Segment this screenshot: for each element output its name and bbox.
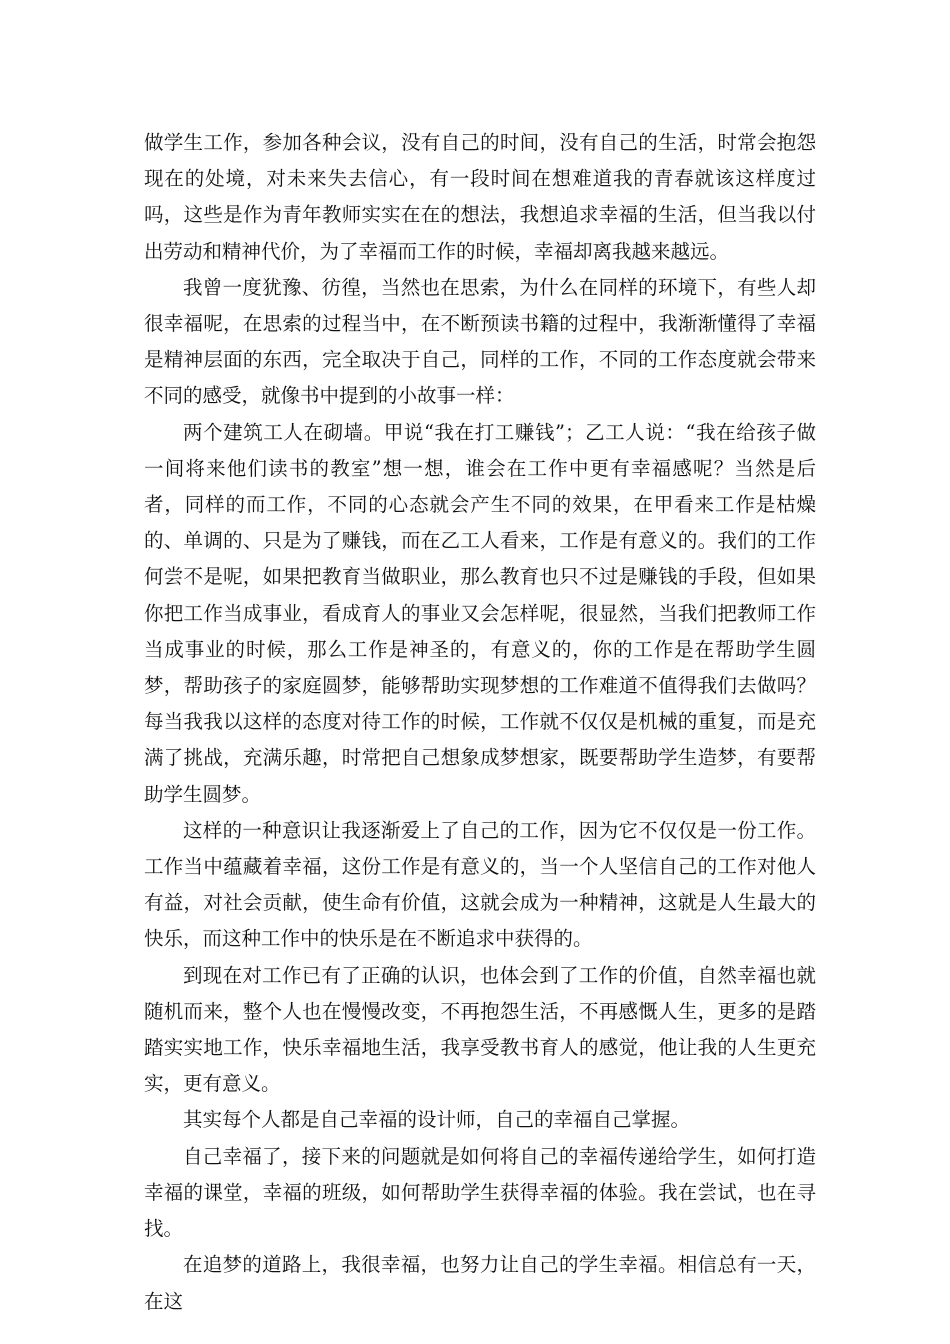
document-body: [144, 125, 816, 1320]
paragraph-6: 其实每个人都是自己幸福的设计师，自己的幸福自己掌握。: [183, 1108, 691, 1132]
paragraph-4: 这样的一种意识让我逐渐爱上了自己的工作，因为它不仅仅是一份工作。工作当中蕴藏着幸福，这份工作是有意义的，当一个人坚信自己的工作对他人有益，对社会贡献，使生命有价值，这就会成为一种精神，这就是人生最大的快乐，而这种工作中的快乐是在不断追求中获得的。: [144, 818, 816, 951]
paragraph-3: 两个建筑工人在砌墙。甲说“我在打工赚钱”；乙工人说：“我在给孩子做一间将来他们读书的教室”想一想，谁会在工作中更有幸福感呢？当然是后者，同样的而工作，不同的心态就会产生不同的效果，在甲看来工作是枯燥的、单调的、只是为了赚钱，而在乙工人看来，工作是有意义的。我们的工作何尝不是呢，如果把教育当做职业，那么教育也只不过是赚钱的手段，但如果你把工作当成事业，看成育人的事业又会怎样呢，很显然，当我们把教师工作当成事业的时候，那么工作是神圣的，有意义的，你的工作是在帮助学生圆梦，帮助孩子的家庭圆梦，能够帮助实现梦想的工作难道不值得我们去做吗？每当我我以这样的态度对待工作的时候，工作就不仅仅是机械的重复，而是充满了挑战，充满乐趣，时常把自己想象成梦想家，既要帮助学生造梦，有要帮助学生圆梦。: [144, 420, 816, 806]
paragraph-2: 我曾一度犹豫、彷徨，当然也在思索，为什么在同样的环境下，有些人却很幸福呢，在思索的过程当中，在不断预读书籍的过程中，我渐渐懂得了幸福是精神层面的东西，完全取决于自己，同样的工作，不同的工作态度就会带来不同的感受，就像书中提到的小故事一样：: [144, 275, 816, 408]
paragraph-1: 做学生工作，参加各种会议，没有自己的时间，没有自己的生活，时常会抱怨现在的处境，对未来失去信心，有一段时间在想难道我的青春就该这样度过吗，这些是作为青年教师实实在在的想法，我想追求幸福的生活，但当我以付出劳动和精神代价，为了幸福而工作的时候，幸福却离我越来越远。: [144, 131, 816, 263]
paragraph-8: 在追梦的道路上，我很幸福，也努力让自己的学生幸福。相信总有一天，在这: [144, 1253, 816, 1313]
paragraph-7: 自己幸福了，接下来的问题就是如何将自己的幸福传递给学生，如何打造幸福的课堂，幸福的班级，如何帮助学生获得幸福的体验。我在尝试，也在寻找。: [144, 1144, 816, 1241]
paragraph-5: 到现在对工作已有了正确的认识，也体会到了工作的价值，自然幸福也就随机而来，整个人也在慢慢改变，不再抱怨生活，不再感慨人生，更多的是踏踏实实地工作，快乐幸福地生活，我享受教书育人的感觉，他让我的人生更充实，更有意义。: [144, 963, 816, 1096]
